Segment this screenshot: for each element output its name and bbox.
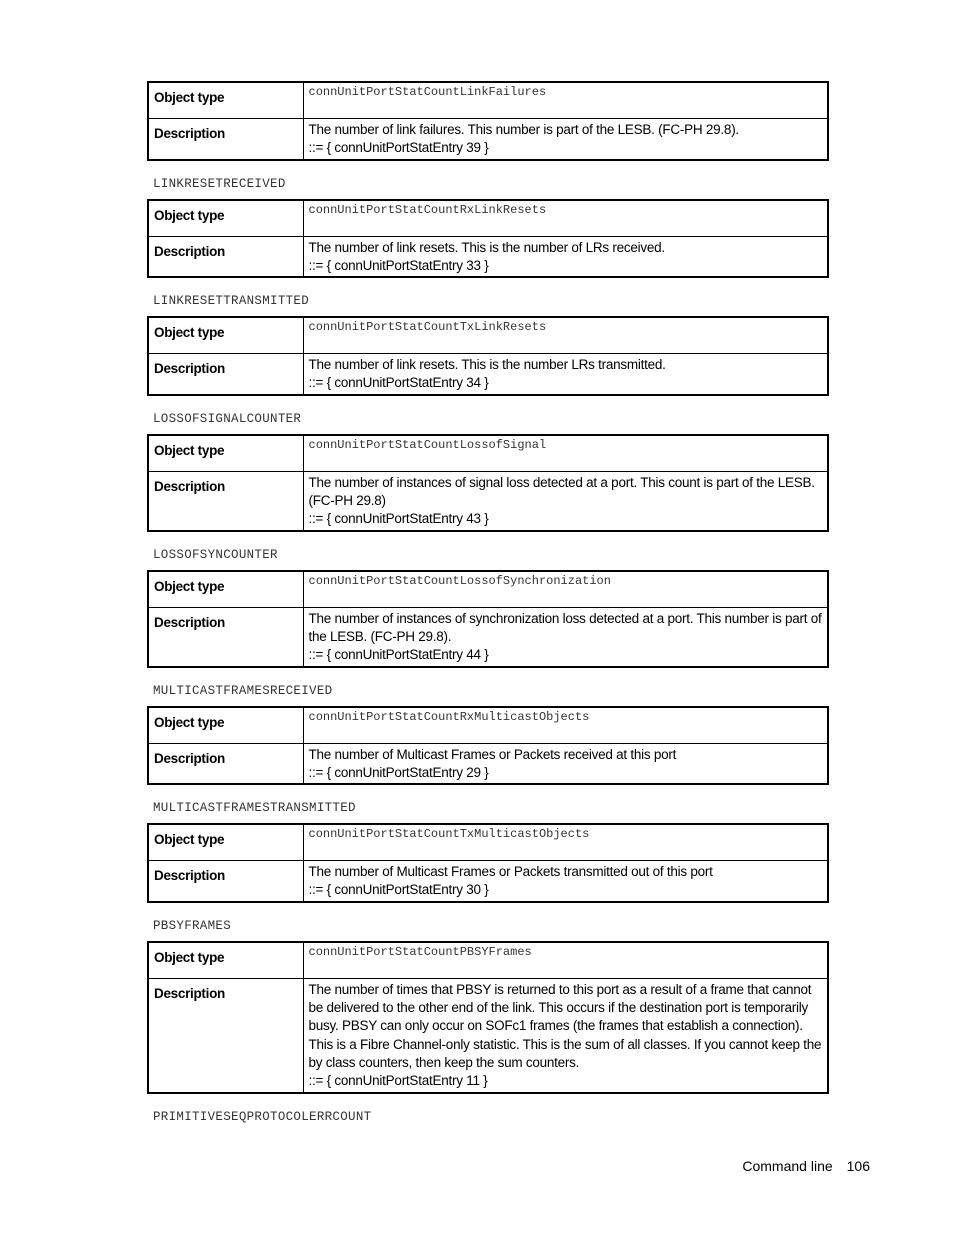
description-label: Description — [148, 607, 303, 666]
description-line: ::= { connUnitPortStatEntry 30 } — [308, 882, 489, 898]
description-label: Description — [148, 861, 303, 902]
object-type-label: Object type — [148, 707, 303, 744]
description-label: Description — [148, 471, 303, 530]
description-value — [303, 861, 828, 902]
object-type-value: connUnitPortStatCountRxLinkResets — [303, 200, 828, 237]
object-type-value: connUnitPortStatCountLinkFailures — [303, 82, 828, 119]
description-label: Description — [148, 236, 303, 277]
object-type-label: Object type — [148, 824, 303, 861]
description-value — [303, 607, 828, 666]
object-type-label: Object type — [148, 571, 303, 608]
description-value — [303, 354, 828, 395]
definition-table — [147, 570, 829, 668]
description-label: Description — [148, 354, 303, 395]
description-line: The number of Multicast Frames or Packets transmitted out of this port — [308, 864, 713, 880]
description-value — [303, 978, 828, 1092]
object-type-label: Object type — [148, 435, 303, 472]
description-line: The number of times that PBSY is returned to this port as a result of a frame that cannot be delivered to the other end of the link. This occurs if the destination port is temporarily busy. PBSY can only occur on SOFc1 frames (the frames that establish a connection). This is a Fibre Channel-only statistic. This is the sum of all classes. If you cannot keep the by class counters, then keep the sum counters. — [308, 981, 822, 1070]
object-type-value: connUnitPortStatCountTxLinkResets — [303, 317, 828, 354]
section-heading: MULTICASTFRAMESTRANSMITTED — [153, 801, 356, 816]
description-line: The number of instances of signal loss detected at a port. This count is part of the LESB. (FC-PH 29.8) — [308, 474, 815, 509]
object-type-value: connUnitPortStatCountLossofSignal — [303, 435, 828, 472]
page-number: 106 — [846, 1158, 870, 1174]
description-label: Description — [148, 119, 303, 160]
description-value — [303, 471, 828, 530]
section-heading: LOSSOFSYNCOUNTER — [153, 547, 278, 562]
section-heading: LINKRESETRECEIVED — [153, 176, 286, 191]
description-label: Description — [148, 978, 303, 1092]
section-heading: PBSYFRAMES — [153, 918, 232, 933]
object-type-value: connUnitPortStatCountTxMulticastObjects — [303, 824, 828, 861]
section-heading: PRIMITIVESEQPROTOCOLERRCOUNT — [153, 1109, 372, 1124]
definition-table — [147, 823, 829, 903]
description-line: The number of Multicast Frames or Packets received at this port — [308, 746, 677, 762]
definition-table — [147, 81, 829, 161]
description-value — [303, 119, 828, 160]
definition-table — [147, 316, 829, 396]
description-label: Description — [148, 743, 303, 784]
description-line: The number of link resets. This is the number LRs transmitted. — [308, 357, 666, 373]
description-line: ::= { connUnitPortStatEntry 44 } — [308, 647, 489, 663]
description-line: ::= { connUnitPortStatEntry 11 } — [308, 1073, 488, 1089]
definition-table — [147, 199, 829, 279]
object-type-value: connUnitPortStatCountRxMulticastObjects — [303, 707, 828, 744]
page-footer — [742, 1158, 870, 1174]
description-value — [303, 743, 828, 784]
section-heading: LOSSOFSIGNALCOUNTER — [153, 411, 302, 426]
object-type-value: connUnitPortStatCountPBSYFrames — [303, 942, 828, 979]
definition-table — [147, 941, 829, 1094]
description-line: The number of instances of synchronization loss detected at a port. This number is part of the LESB. (FC-PH 29.8). — [308, 610, 822, 644]
definition-table — [147, 434, 829, 532]
object-type-label: Object type — [148, 942, 303, 979]
object-type-value: connUnitPortStatCountLossofSynchronization — [303, 571, 828, 608]
description-line: ::= { connUnitPortStatEntry 39 } — [308, 140, 489, 156]
footer-section: Command line — [742, 1158, 833, 1174]
description-line: ::= { connUnitPortStatEntry 33 } — [308, 257, 489, 273]
section-heading: LINKRESETTRANSMITTED — [153, 294, 310, 309]
description-line: The number of link resets. This is the number of LRs received. — [308, 239, 665, 255]
definition-table — [147, 706, 829, 786]
description-value — [303, 236, 828, 277]
object-type-label: Object type — [148, 82, 303, 119]
description-line: The number of link failures. This number is part of the LESB. (FC-PH 29.8). — [308, 122, 739, 137]
object-type-label: Object type — [148, 317, 303, 354]
section-heading: MULTICASTFRAMESRECEIVED — [153, 683, 333, 698]
description-line: ::= { connUnitPortStatEntry 34 } — [308, 375, 489, 391]
document-body — [147, 81, 829, 1132]
description-line: ::= { connUnitPortStatEntry 29 } — [308, 764, 489, 780]
description-line: ::= { connUnitPortStatEntry 43 } — [308, 511, 489, 527]
object-type-label: Object type — [148, 200, 303, 237]
